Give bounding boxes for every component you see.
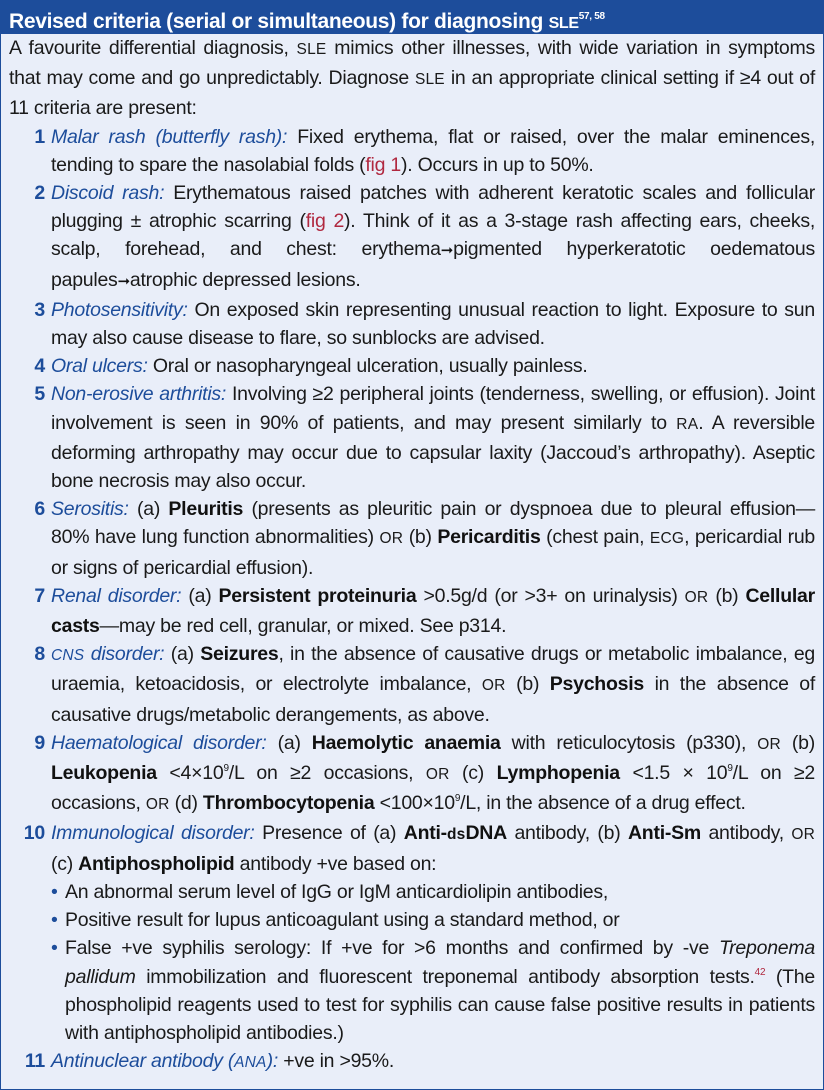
criterion-body [51, 179, 815, 296]
criterion-body [51, 123, 815, 179]
criterion-body [51, 729, 815, 820]
criterion-text: <1.5 × 10 [632, 762, 728, 785]
criterion-text: (b) [715, 584, 739, 607]
arrow-icon: ➞ [117, 272, 130, 290]
criterion-text: (a) [277, 731, 301, 754]
criterion-text: (a) [188, 584, 212, 607]
criterion-text: (b) [791, 731, 816, 754]
fig-2-link[interactable]: fig 2 [305, 210, 345, 233]
or-word: OR [684, 588, 709, 606]
criterion-text: atrophic depressed lesions. [129, 268, 361, 291]
bold-term: Haemolytic anaemia [311, 731, 501, 754]
criterion-heading: Discoid rash: [51, 182, 165, 205]
or-word: OR [757, 735, 781, 753]
criterion-body [51, 352, 815, 380]
organism-name: Treponema pallidum [65, 937, 815, 988]
criterion-1 [9, 123, 815, 179]
antiphospholipid-bullets [51, 878, 815, 1047]
criterion-text: (a) [137, 498, 161, 521]
bold-term: DNA [465, 822, 507, 845]
bullet-text: An abnormal serum level of IgG or IgM anticardiolipin antibodies, [65, 880, 609, 903]
criterion-4 [9, 352, 815, 380]
criterion-text: , in the absence of causative drugs or metabolic imbalance, eg uraemia, ketoacidosis, or electrolyte imbalance, [51, 643, 816, 696]
criterion-heading: Photosensitivity: [51, 298, 188, 321]
criterion-text: +ve in >95%. [283, 1050, 395, 1073]
criterion-number: 5 [34, 383, 45, 406]
criterion-heading-ana: ANA [234, 1054, 267, 1072]
criterion-number: 3 [34, 298, 45, 321]
criterion-text: /L on ≥2 occasions, [228, 762, 414, 785]
or-word: OR [145, 796, 170, 814]
criterion-text: (c) [51, 852, 73, 875]
exponent: 9 [727, 763, 733, 775]
criterion-number: 9 [34, 731, 45, 754]
criterion-body [51, 582, 815, 640]
header-refs: 57, 58 [578, 11, 605, 22]
criterion-7 [9, 582, 815, 640]
criterion-number: 11 [24, 1050, 45, 1073]
bullet-text-part: (The phospholipid reagents used to test for syphilis can cause false positive results in patients with antiphospholipid antibodies.) [65, 965, 815, 1044]
bold-term: Pleuritis [168, 498, 244, 521]
criterion-body [51, 1047, 815, 1077]
criterion-text: in the absence of causative drugs/metabolic derangements, as above. [51, 673, 816, 726]
criterion-text: antibody, [708, 822, 784, 845]
criterion-heading: Antinuclear antibody ( [51, 1050, 235, 1073]
criterion-text: /L on ≥2 occasions, [51, 762, 816, 815]
criterion-9 [9, 729, 815, 820]
criterion-10 [9, 819, 815, 1047]
header-sle: SLE [548, 15, 579, 32]
criterion-text: (presents as pleuritic pain or dyspnoea due to pleural effusion—80% have lung function abnormalities) [51, 498, 816, 549]
bold-term: Anti- [403, 822, 447, 845]
criterion-heading-cns: CNS [51, 647, 85, 665]
bold-term: Psychosis [549, 673, 644, 696]
intro-paragraph [9, 34, 815, 123]
criterion-text: Involving ≥2 peripheral joints (tenderness, swelling, or effusion). Joint involvement is seen in 90% of patients, and may present similarly to [51, 383, 815, 434]
criterion-body [51, 640, 815, 729]
bold-term-sc: ds [446, 826, 466, 844]
criterion-heading: disorder: [90, 643, 165, 666]
arrow-icon: ➞ [440, 242, 454, 260]
criterion-heading: Non-erosive arthritis: [51, 383, 227, 406]
criterion-body [51, 495, 815, 582]
criterion-number: 10 [23, 822, 45, 845]
bullet-dot-icon: • [51, 880, 58, 903]
criterion-8 [9, 640, 815, 729]
criterion-body [51, 819, 815, 1047]
bullet-dot-icon: • [51, 937, 58, 960]
criterion-text: antibody +ve based on: [239, 852, 437, 875]
criterion-text: . A reversible deforming arthropathy may occur due to capsular laxity (Jaccoud’s arthropathy). Aseptic bone necrosis may also occur. [51, 411, 816, 493]
criterion-body [51, 296, 815, 352]
criterion-text: (a) [170, 643, 194, 666]
or-word: OR [791, 826, 816, 844]
criterion-number: 6 [34, 498, 45, 521]
criterion-number: 4 [34, 355, 45, 378]
criterion-text: ). Occurs in up to 50%. [401, 153, 594, 176]
or-word: OR [425, 766, 450, 784]
or-word: OR [481, 677, 506, 695]
criterion-number: 2 [34, 182, 45, 205]
bold-term: Thrombocytopenia [202, 792, 375, 815]
intro-text-3: in an appropriate clinical setting if ≥4 out of 11 criteria are present: [9, 67, 816, 120]
exponent: 9 [223, 763, 229, 775]
abbrev-ecg: ECG [649, 530, 685, 548]
bullet-text-part: immobilization and fluorescent treponemal antibody absorption tests. [146, 965, 755, 988]
criterion-number: 7 [34, 584, 45, 607]
bold-term: Antiphospholipid [78, 852, 235, 875]
criterion-text: <4×10 [169, 762, 224, 785]
criterion-text: >0.5g/d (or >3+ on urinalysis) [423, 584, 678, 607]
criterion-text: On exposed skin representing unusual reaction to light. Exposure to sun may also cause disease to flare, so sunblocks are advised. [51, 298, 815, 350]
criterion-body [51, 380, 815, 495]
exponent: 9 [454, 793, 461, 805]
criterion-5 [9, 380, 815, 495]
bold-term: Seizures [200, 643, 279, 666]
criterion-text: (b) [516, 673, 540, 696]
criterion-text: antibody, (b) [514, 822, 621, 845]
list-item [51, 878, 815, 906]
criterion-text: (chest pain, [546, 526, 645, 549]
criterion-text: ). Think of it as a 3-stage rash affecting ears, cheeks, scalp, forehead, and chest: erythema [51, 210, 815, 261]
bullet-text-part: False +ve syphilis serology: If +ve for >6 months and confirmed by -ve [65, 937, 710, 960]
bold-term: Cellular casts [51, 584, 815, 638]
bold-term: Lymphopenia [496, 762, 620, 785]
list-item [51, 906, 815, 934]
criterion-heading: Malar rash (butterfly rash): [51, 125, 288, 148]
bold-term: Pericarditis [437, 526, 541, 549]
criterion-6 [9, 495, 815, 582]
intro-sle-1: SLE [296, 41, 327, 58]
criterion-text: (d) [174, 792, 198, 815]
header-title: Revised criteria (serial or simultaneous) for diagnosing [9, 10, 544, 33]
criterion-text: , pericardial rub or signs of pericardial effusion). [51, 526, 816, 579]
bold-term: Persistent proteinuria [218, 584, 417, 607]
criterion-number: 8 [34, 643, 45, 666]
criterion-text: (b) [408, 526, 432, 549]
criterion-heading-end: ): [266, 1050, 279, 1073]
criterion-heading: Renal disorder: [51, 584, 182, 607]
criterion-heading: Immunological disorder: [51, 822, 255, 845]
criterion-text: pigmented hyperkeratotic oedematous papules [51, 238, 815, 291]
fig-1-link[interactable]: fig 1 [365, 153, 401, 176]
abbrev-ra: RA [676, 415, 699, 433]
criterion-text: Fixed erythema, flat or raised, over the malar eminences, tending to spare the nasolabial folds ( [51, 125, 815, 176]
box-content [1, 34, 823, 1077]
bold-term: Anti-Sm [627, 822, 701, 845]
bullet-text: Positive result for lupus anticoagulant using a standard method, or [65, 909, 620, 932]
intro-text-2: mimics other illnesses, with wide variation in symptoms that may come and go unpredictably. Diagnose [9, 37, 815, 90]
criterion-heading: Haematological disorder: [51, 731, 267, 754]
criterion-text: Presence of (a) [262, 822, 397, 845]
criterion-2 [9, 179, 815, 296]
criterion-text: <100×10 [379, 792, 455, 815]
criterion-11 [9, 1047, 815, 1077]
intro-sle-2: SLE [414, 71, 445, 89]
bullet-text [65, 934, 815, 1047]
criterion-text: with reticulocytosis (p330), [511, 731, 747, 754]
criterion-text: —may be red cell, granular, or mixed. See p314. [99, 615, 507, 638]
criterion-text: /L, in the absence of a drug effect. [460, 792, 746, 815]
bullet-dot-icon: • [51, 909, 58, 932]
list-item [51, 934, 815, 1047]
criterion-text: (c) [462, 762, 485, 785]
criterion-3 [9, 296, 815, 352]
bold-term: Leukopenia [51, 762, 157, 785]
criterion-heading: Oral ulcers: [51, 355, 148, 378]
box-header [1, 1, 823, 34]
intro-text-1: A favourite differential diagnosis, [9, 37, 289, 59]
criterion-text: Oral or nasopharyngeal ulceration, usually painless. [152, 355, 588, 378]
or-word: OR [379, 530, 404, 548]
reference-42[interactable]: 42 [754, 966, 766, 978]
criterion-heading: Serositis: [51, 498, 129, 521]
criterion-text: Erythematous raised patches with adherent keratotic scales and follicular plugging ± atrophic scarring ( [51, 182, 815, 233]
criterion-number: 1 [34, 125, 45, 148]
